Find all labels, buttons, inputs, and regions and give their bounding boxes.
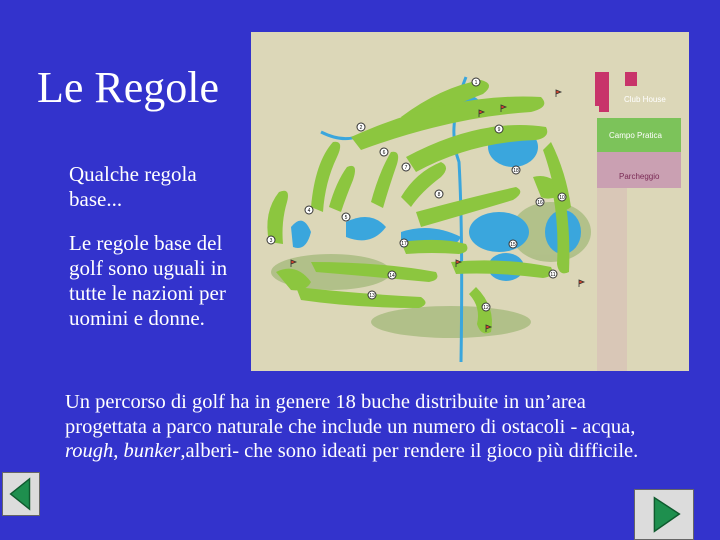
course-text-2: , xyxy=(113,440,124,462)
course-text-3: ,alberi- che sono ideati per rendere il gioco più difficile. xyxy=(180,440,639,462)
campo-pratica-label: Campo Pratica xyxy=(609,131,662,140)
svg-text:5: 5 xyxy=(344,215,348,221)
hole-marker xyxy=(380,148,388,156)
svg-text:2: 2 xyxy=(359,125,363,131)
hole-marker xyxy=(495,125,503,133)
svg-text:4: 4 xyxy=(307,208,311,214)
svg-text:9: 9 xyxy=(497,127,501,133)
svg-text:16: 16 xyxy=(537,200,543,206)
parcheggio-label: Parcheggio xyxy=(619,172,660,181)
slide-title: Le Regole xyxy=(37,63,220,112)
previous-slide-button[interactable] xyxy=(2,472,40,516)
hole-marker xyxy=(368,291,376,299)
hole-marker xyxy=(482,303,490,311)
svg-text:11: 11 xyxy=(550,272,556,278)
hole-marker xyxy=(357,123,365,131)
golf-course-map xyxy=(251,32,689,371)
svg-text:6: 6 xyxy=(382,150,386,156)
hole-marker xyxy=(402,163,410,171)
arrow-left-icon xyxy=(3,473,39,515)
hole-marker xyxy=(435,190,443,198)
hole-marker xyxy=(305,206,313,214)
hole-marker xyxy=(400,239,408,247)
svg-text:12: 12 xyxy=(483,305,489,311)
svg-text:18: 18 xyxy=(513,168,519,174)
hole-marker xyxy=(472,78,480,86)
svg-text:13: 13 xyxy=(369,293,375,299)
hole-marker xyxy=(388,271,396,279)
svg-text:14: 14 xyxy=(389,273,395,279)
arrow-right-icon xyxy=(635,490,693,539)
svg-text:8: 8 xyxy=(437,192,441,198)
paragraph-course xyxy=(65,390,645,464)
club-house-label: Club House xyxy=(624,95,666,104)
hole-marker xyxy=(342,213,350,221)
hole-marker xyxy=(512,166,520,174)
paragraph-intro: Qualche regola base... xyxy=(69,162,197,211)
course-text-1: Un percorso di golf ha in genere 18 buche distribuite in un’area progettata a parco naturale che include un numero di ostacoli - acqua, xyxy=(65,391,636,438)
paragraph-rules: Le regole base del golf sono uguali in tutte le nazioni per uomini e donne. xyxy=(69,231,228,330)
hole-marker xyxy=(558,193,566,201)
svg-text:3: 3 xyxy=(269,238,273,244)
svg-text:15: 15 xyxy=(510,242,516,248)
hole-marker xyxy=(267,236,275,244)
hole-marker xyxy=(536,198,544,206)
svg-text:7: 7 xyxy=(404,165,408,171)
svg-text:17: 17 xyxy=(401,241,407,247)
bunker-term: bunker xyxy=(123,440,181,462)
svg-text:10: 10 xyxy=(559,195,565,201)
hole-marker xyxy=(549,270,557,278)
svg-text:1: 1 xyxy=(474,80,478,86)
rough-term: rough xyxy=(65,440,114,462)
next-slide-button[interactable] xyxy=(634,489,694,540)
hole-marker xyxy=(509,240,517,248)
